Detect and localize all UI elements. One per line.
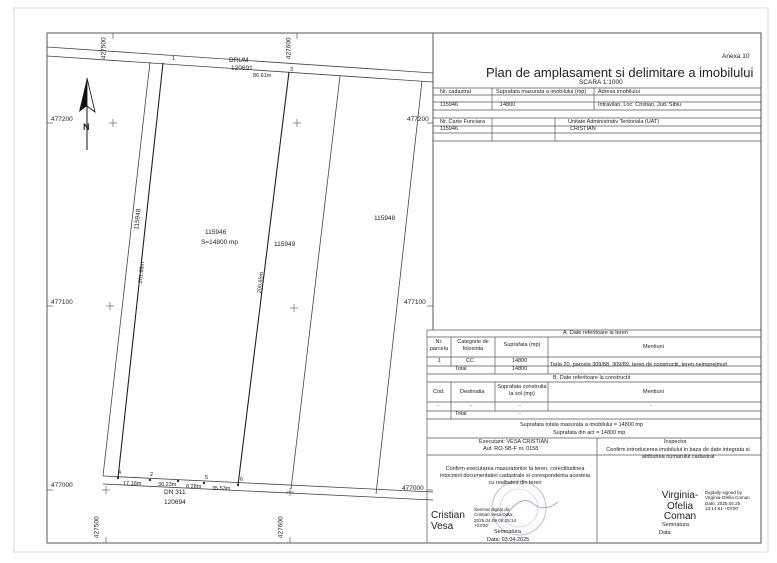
inspector-date-label: Data [659,530,671,536]
grid-x-left-top: 427500 [100,37,108,60]
grid-x-right-top: 427600 [285,37,293,60]
parcel-main-area: S=14800 mp [201,239,239,246]
inspector-signer-name: Virginia-Ofelia Coman [661,490,699,522]
road-top-id: 120691 [231,65,253,72]
b-row-area: - [519,403,521,409]
dim-b1: 17.18m [123,481,142,487]
grid-y-top-right: 477200 [407,116,429,123]
a-row-category: CC [466,358,474,364]
b-header-code: Cod. [433,389,445,395]
cf-label: Nr. Carte Funciara [440,119,485,125]
dim-right: 200.65m [256,271,266,294]
executant-signer-name: Cristian Vesa [431,510,465,532]
north-label: N [83,122,90,132]
a-total-value: 14800 [512,366,528,372]
parcel-right-id: 115948 [374,215,396,222]
address-value: Intravilan, Loc. Cristian, Jud. Sibiu [598,102,682,108]
uat-value: CRISTIAN [570,126,596,132]
grid-y-bot-left: 477000 [51,482,73,489]
cadastral-value: 115946 [440,102,458,108]
section-b-title: B. Date referitoare la constructii [553,375,631,381]
b-row-mentions: - [650,403,652,409]
inspector-title: Inspector [664,439,687,445]
executant-text: Confirm executarea masuratorilor la teren, corectitudinea intocmirii documentatiei cadastrale si corespondenta acesteia cu realitatea din teren [440,466,590,486]
cf-value: 115946 [440,126,458,132]
summary-line-1: Suprafata totala masurata a imobilului = 14800 mp [520,422,644,428]
b-row-destination: - [470,403,472,409]
grid-x-left-bottom: 427500 [93,516,101,539]
section-a-title: A. Date referitoare la teren [563,330,628,336]
point-2: 2 [150,472,154,478]
inspector-digital-note: Digitally signed by Virginia-Ofelia Coman Date: 2025.04.25 13:14:51 +03'00' [705,490,750,511]
b-header-destination: Destinatia [460,389,485,395]
a-header-category: Categorie de folosinta [457,339,489,352]
executant-auth: Aut. RO-SB-F nr. 0158 [483,446,539,452]
dim-b3: 8.28m [186,484,202,490]
dim-b2: 30.23m [158,482,177,488]
area-label: Suprafata masurata a imobilului (mp) [496,89,587,95]
road-bottom-name: DN 311 [164,489,186,496]
address-label: Adresa imobilului [598,89,640,95]
point-6: 6 [240,477,244,483]
b-header-area: Suprafata construita la sol (mp) [497,384,547,398]
a-row-parcel: 1 [438,358,442,364]
scale-label: SCARA 1:1000 [579,79,623,86]
a-header-parcel: Nr. parcela [429,339,449,352]
a-total-label: Total [455,366,467,372]
page-title: Plan de amplasament si delimitare a imobilului [486,65,754,80]
a-row-mentions: Tarla 20, parcela 309/88, 309/89, teren de constructii, teren neimprejmuit [550,362,728,368]
grid-x-right-bottom: 427600 [277,516,285,539]
grid-y-mid-left: 477100 [51,299,73,306]
road-top-name: DRUM [229,57,249,64]
a-header-mentions: Mentiuni [643,344,664,350]
area-value: 14800 [500,102,516,108]
point-1: 1 [172,56,176,62]
grid-y-top-left: 477200 [51,116,73,123]
parcel-left-id: 115948 [133,208,143,231]
dim-top: 86.61m [253,73,272,79]
grid-y-bot-right: 477000 [402,485,424,492]
annex-label: Anexa 10 [722,53,750,60]
executant-date: Data: 03.04.2025 [487,537,530,543]
point-4: 4 [118,470,122,476]
uat-label: Unitate Administrativ Teritoriala (UAT) [568,119,660,125]
executant-sign-label: Semnatura [494,529,521,535]
executant-title: Executant: VESA CRISTIAN [479,439,549,445]
inspector-sign-label: Semnatura [662,522,689,528]
page-border [14,8,768,552]
b-total-value: - [519,411,521,417]
point-3: 3 [290,67,294,73]
b-total-label: Total [455,411,467,417]
a-row-area: 14800 [512,358,528,364]
b-row-code: - [437,403,439,409]
grid-y-mid-right: 477100 [404,299,426,306]
point-5: 5 [205,475,209,481]
dim-left: 201.88m [137,261,147,284]
road-bottom-id: 120694 [164,499,186,506]
dim-b4: 35.53m [212,486,231,492]
summary-line-2: Suprafata din act = 14800 mp [553,430,626,436]
parcel-mid-id: 115949 [274,241,296,248]
executant-digital-note: Semnat digital de Cristian Vesa Data: 2025.04.09 08:25:14 +03'00' [474,507,517,528]
inspector-text: Confirm introducerea imobilului in baza de date integrata si atribuirea numarului cadastral [606,447,750,460]
parcel-main-id: 115946 [205,229,227,236]
b-header-mentions: Mentiuni [643,389,664,395]
a-header-area: Suprafata (mp) [503,342,541,348]
cadastral-label: Nr. cadastral [440,89,471,95]
